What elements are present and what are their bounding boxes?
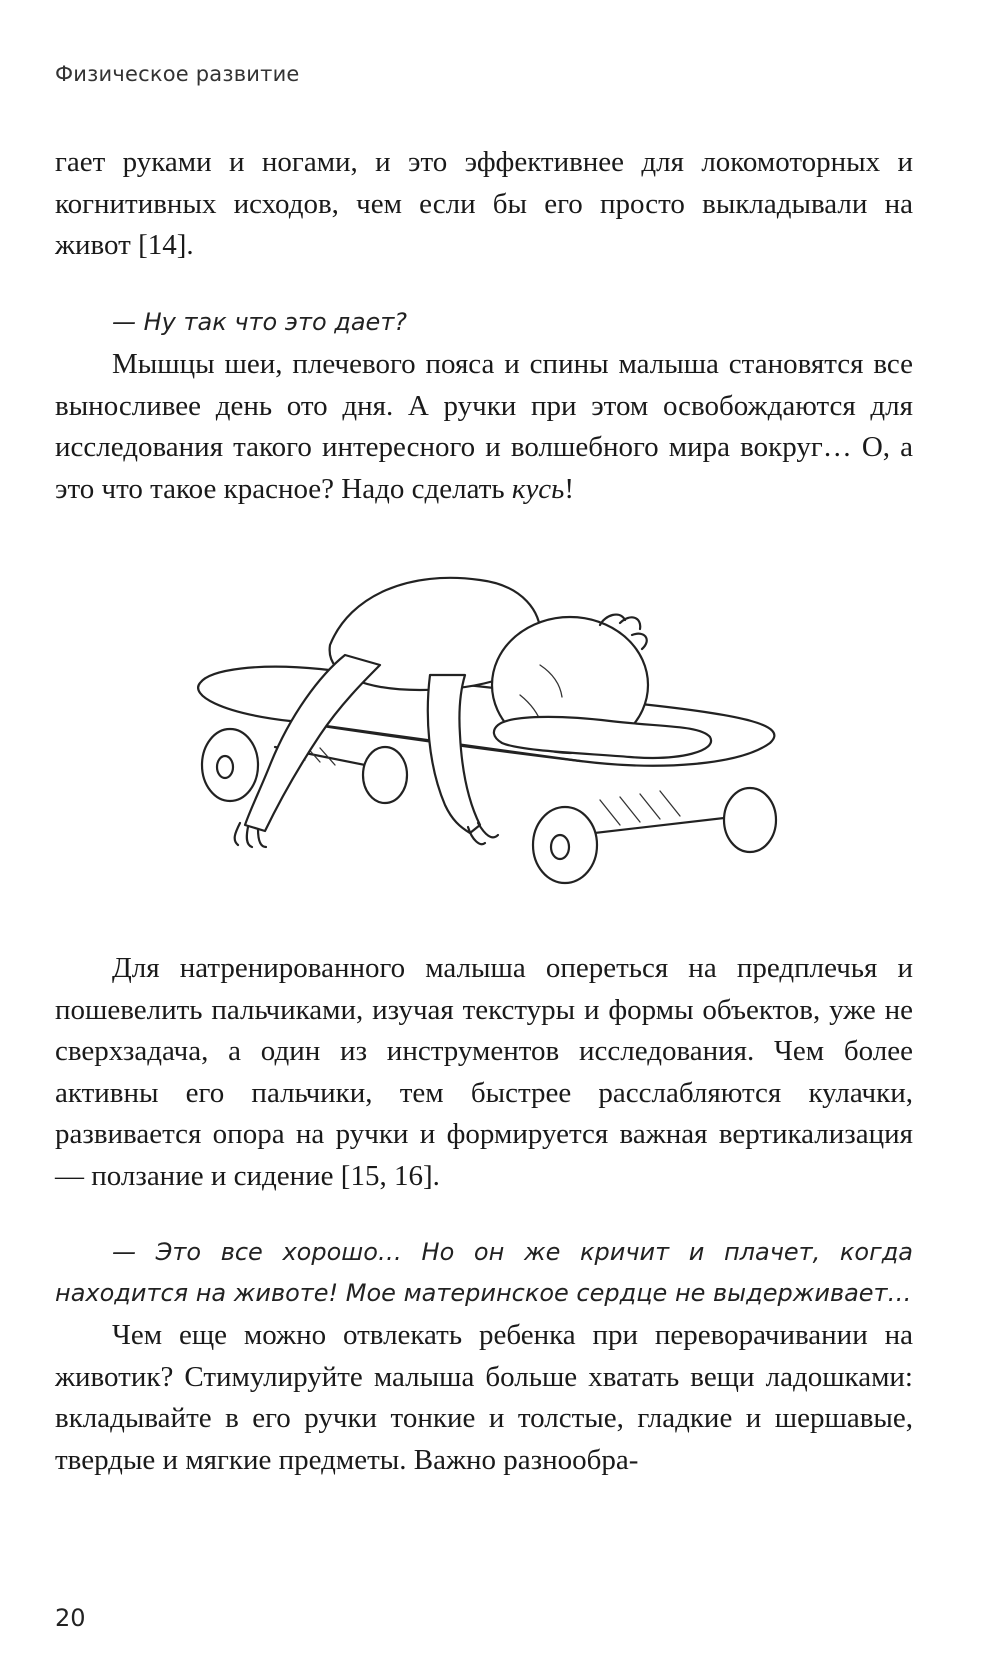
question-2: — Это все хорошо… Но он же кричит и плачет, когда находится на животе! Мое материнское сердце не выдерживает… [55, 1238, 913, 1307]
paragraph-2-text: Мышцы шеи, плечевого пояса и спины малыша становятся все выносливее день ото дня. А ручки при этом освобождаются для исследования такого интересного и волшебного мира вокруг… О, а это что такое красное? Надо сделать [55, 348, 913, 505]
page-number: 20 [55, 1604, 86, 1632]
paragraph-continued: гает руками и ногами, и это эффективнее для локомоторных и когнитивных исходов, чем если бы его просто выкладывали на живот [14]. [55, 146, 913, 261]
paragraph-3: Для натренированного малыша опереться на предплечья и пошевелить пальчиками, изучая текстуры и формы объектов, уже не сверхзадача, а один из инструментов исследования. Чем более активны его пальчики, тем быстрее расслабляются кулачки, развивается опора на ручки и формируется важная вертикализация — ползание и сидение [15, 16]. [55, 952, 913, 1192]
illustration-drawing [180, 565, 800, 895]
paragraph-2 [55, 344, 913, 510]
paragraph-2-end: ! [564, 472, 575, 505]
question-1: — Ну так что это дает? [112, 308, 408, 336]
paragraph-2-italic-word: кусь [511, 472, 565, 505]
baby-on-skateboard-illustration [180, 565, 800, 895]
paragraph-4: Чем еще можно отвлекать ребенка при переворачивании на животик? Стимулируйте малыша больше хватать вещи ладошками: вкладывайте в его ручки тонкие и толстые, гладкие и шершавые, твердые и мягкие предметы. Важно разнообра- [55, 1319, 913, 1476]
running-head: Физическое развитие [55, 62, 300, 86]
